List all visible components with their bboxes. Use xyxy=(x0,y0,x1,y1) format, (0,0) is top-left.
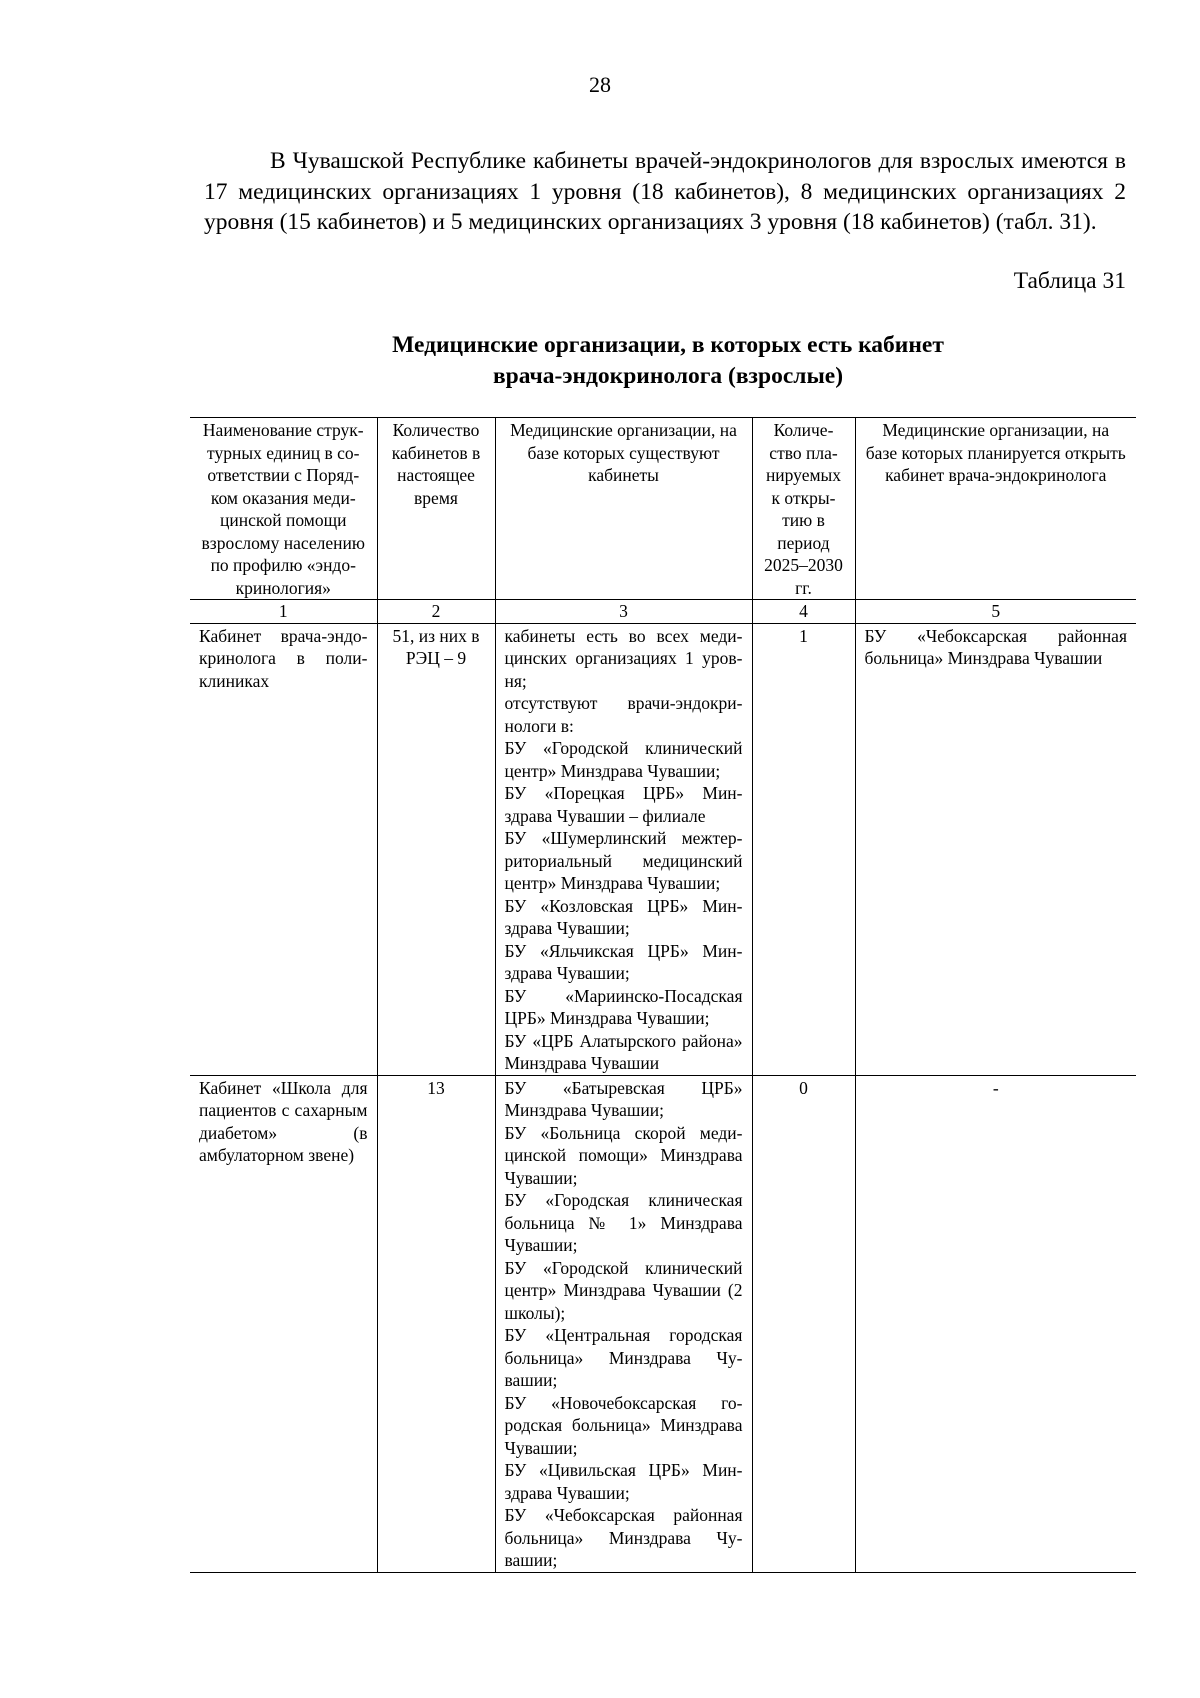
org-item: БУ «Городская клиническая больница № 1» Минздрава Чувашии; xyxy=(504,1190,743,1255)
planned-count-cell: 0 xyxy=(752,1075,855,1572)
table-title-line-2: врача-эндокринолога (взрослые) xyxy=(492,363,844,389)
page-number: 28 xyxy=(589,72,611,97)
header-planned-orgs: Медицинские организации, на базе которых планируется открыть кабинет врача-эндокринолога xyxy=(855,418,1136,600)
header-existing-orgs: Медицинские организации, на базе которых существуют кабинеты xyxy=(495,418,752,600)
existing-orgs-cell xyxy=(495,1075,752,1572)
org-item: БУ «Порецкая ЦРБ» Минздрава Чувашии – филиале xyxy=(504,783,743,826)
org-item: БУ «Новочебоксарская городская больница» Минздрава Чувашии; xyxy=(504,1392,743,1458)
org-item: БУ «ЦРБ Алатырского района» Минздрава Чувашии xyxy=(504,1030,743,1073)
table-title xyxy=(0,330,1200,392)
column-number-row xyxy=(190,600,1136,624)
org-list xyxy=(505,1077,743,1572)
column-number: 4 xyxy=(752,600,855,624)
header-structural-unit: Наименование структурных единиц в соответствии с Порядком оказания медицинской помощи взрослому населению по профилю «эндокринология» xyxy=(190,418,377,600)
existing-orgs-cell xyxy=(495,623,752,1075)
column-number: 5 xyxy=(855,600,1136,624)
table-header-row xyxy=(190,418,1136,600)
column-number: 1 xyxy=(190,600,377,624)
org-item: БУ «Козловская ЦРБ» Минздрава Чувашии; xyxy=(504,895,743,938)
table-title-line-1: Медицинские организации, в которых есть кабинет xyxy=(392,332,944,358)
org-item: БУ «Цивильская ЦРБ» Минздрава Чувашии; xyxy=(504,1460,743,1503)
org-item: БУ «Яльчикская ЦРБ» Минздрава Чувашии; xyxy=(504,940,743,983)
org-item: отсутствуют врачи-эндокринологи в: xyxy=(504,693,743,736)
planned-count-cell: 1 xyxy=(752,623,855,1075)
column-number: 2 xyxy=(377,600,495,624)
org-item: БУ «Городской клинический центр» Минздрава Чувашии; xyxy=(504,738,743,781)
column-number: 3 xyxy=(495,600,752,624)
intro-paragraph: В Чувашской Республике кабинеты врачей-эндокринологов для взрослых имеются в 17 медицинских организациях 1 уровня (18 кабинетов), 8 медицинских организациях 2 уровня (15 кабинетов) и 5 медицинских организациях 3 уровня (18 кабинетов) (табл. 31). xyxy=(204,148,1126,235)
endocrinology-table xyxy=(190,417,1136,1573)
org-item: БУ «Шумерлинский межтерриториальный медицинский центр» Минздрава Чувашии; xyxy=(504,828,743,893)
structural-unit-cell: Кабинет врача-эндокринолога в поликлиниках xyxy=(190,623,377,1075)
org-item: БУ «Больница скорой медицинской помощи» Минздрава Чувашии; xyxy=(504,1122,743,1188)
planned-orgs-cell: - xyxy=(855,1075,1136,1572)
org-item: БУ «Мариинско-Посадская ЦРБ» Минздрава Чувашии; xyxy=(504,985,743,1028)
structural-unit-cell: Кабинет «Школа для пациентов с сахарным диабетом» (в амбулаторном звене) xyxy=(190,1075,377,1572)
org-list xyxy=(505,625,743,1075)
org-item: БУ «Батыревская ЦРБ» Минздрава Чувашии; xyxy=(504,1077,743,1120)
table-row xyxy=(190,1075,1136,1572)
cabinet-count-cell: 51, из них в РЭЦ – 9 xyxy=(377,623,495,1075)
planned-orgs-cell: БУ «Чебоксарская районная больница» Минздрава Чувашии xyxy=(855,623,1136,1075)
header-planned-count: Количество планируемых к открытию в период 2025–2030 гг. xyxy=(752,418,855,600)
cabinet-count-cell: 13 xyxy=(377,1075,495,1572)
table-label: Таблица 31 xyxy=(1013,268,1126,294)
org-item: БУ «Центральная городская больница» Минздрава Чувашии; xyxy=(504,1325,743,1390)
table-row xyxy=(190,623,1136,1075)
org-item: БУ «Чебоксарская районная больница» Минздрава Чувашии; xyxy=(504,1505,743,1570)
org-item: БУ «Городской клинический центр» Минздрава Чувашии (2 школы); xyxy=(504,1257,743,1323)
org-item: кабинеты есть во всех медицинских организациях 1 уровня; xyxy=(504,625,743,691)
header-cabinet-count: Количество кабинетов в настоящее время xyxy=(377,418,495,600)
